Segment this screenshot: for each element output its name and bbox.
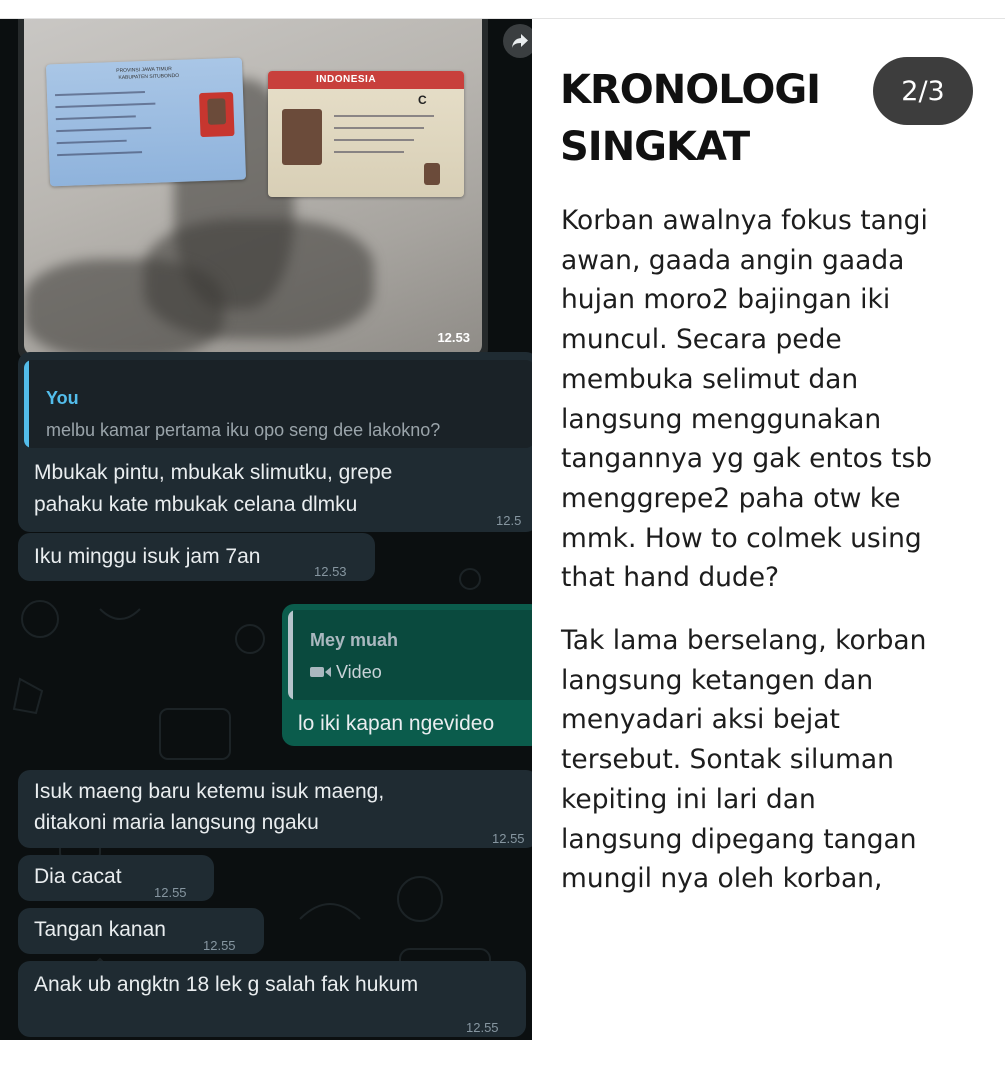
chat-screenshot xyxy=(0,19,532,1040)
text-line: tangannya yg gak entos tsb xyxy=(561,443,933,475)
message-timestamp: 12.5 xyxy=(496,513,522,528)
id-card-image: PROVINSI JAWA TIMUR KABUPATEN SITUBONDO xyxy=(46,58,246,187)
message-text: lo iki kapan ngevideo xyxy=(298,712,495,735)
video-quote[interactable] xyxy=(288,610,532,700)
incoming-message[interactable] xyxy=(18,961,526,1037)
text-line: langsung ketangen dan xyxy=(561,664,874,696)
message-timestamp: 12.55 xyxy=(492,831,525,846)
text-line: Korban awalnya fokus tangi xyxy=(561,205,928,236)
page-indicator-badge: 2/3 xyxy=(873,57,973,125)
reply-text: melbu kamar pertama iku opo seng dee lakokno? xyxy=(46,420,441,440)
text-line: Tak lama berselang, korban xyxy=(561,625,927,656)
quote-author: Mey muah xyxy=(310,630,399,650)
message-text: pahaku kate mbukak celana dlmku xyxy=(34,493,358,516)
message-text: Tangan kanan xyxy=(34,918,166,941)
page-title xyxy=(560,62,820,176)
text-line: mmk. How to colmek using xyxy=(561,522,922,554)
message-timestamp: 12.55 xyxy=(466,1020,499,1035)
reply-quote[interactable] xyxy=(24,360,532,448)
text-line: awan, gaada angin gaada xyxy=(561,244,905,276)
text-line: that hand dude? xyxy=(561,562,780,594)
message-text: Iku minggu isuk jam 7an xyxy=(34,545,261,568)
photo-timestamp: 12.53 xyxy=(437,330,470,345)
text-line: mungil nya oleh korban, xyxy=(561,863,883,895)
incoming-message[interactable] xyxy=(18,770,532,848)
outgoing-message[interactable] xyxy=(282,604,532,746)
incoming-message-reply[interactable] xyxy=(18,352,532,532)
title-line: KRONOLOGI xyxy=(560,67,821,113)
text-line: tersebut. Sontak siluman xyxy=(561,744,894,776)
driving-license-image: INDONESIA C xyxy=(268,71,464,197)
message-text: Dia cacat xyxy=(34,865,122,888)
quote-media-label: Video xyxy=(336,662,382,682)
incoming-message[interactable] xyxy=(18,855,214,901)
paragraph-2 xyxy=(561,621,1001,899)
video-camera-icon xyxy=(310,665,332,679)
text-line: menggrepe2 paha otw ke xyxy=(561,482,901,514)
text-line: membuka selimut dan xyxy=(561,363,859,395)
text-line: langsung dipegang tangan xyxy=(561,823,917,855)
forward-icon xyxy=(511,33,529,49)
text-line: muncul. Secara pede xyxy=(561,324,842,356)
id-cards-photo[interactable] xyxy=(24,19,482,355)
incoming-message[interactable] xyxy=(18,908,264,954)
text-line: kepiting ini lari dan xyxy=(561,783,816,815)
message-timestamp: 12.55 xyxy=(154,885,187,900)
message-text: ditakoni maria langsung ngaku xyxy=(34,811,319,834)
title-line: SINGKAT xyxy=(560,124,750,170)
reply-author: You xyxy=(46,388,79,408)
text-line: langsung menggunakan xyxy=(561,403,882,435)
text-line: menyadari aksi bejat xyxy=(561,704,840,736)
text-line: hujan moro2 bajingan iki xyxy=(561,284,891,316)
message-timestamp: 12.55 xyxy=(203,938,236,953)
paragraph-1 xyxy=(561,201,1001,598)
photo-message[interactable] xyxy=(18,19,488,361)
message-text: Isuk maeng baru ketemu isuk maeng, xyxy=(34,780,385,803)
forward-button[interactable] xyxy=(503,24,532,58)
message-text: Mbukak pintu, mbukak slimutku, grepe xyxy=(34,461,393,484)
incoming-message[interactable] xyxy=(18,533,375,581)
message-timestamp: 12.53 xyxy=(314,564,347,579)
message-text: Anak ub angktn 18 lek g salah fak hukum xyxy=(34,973,419,996)
